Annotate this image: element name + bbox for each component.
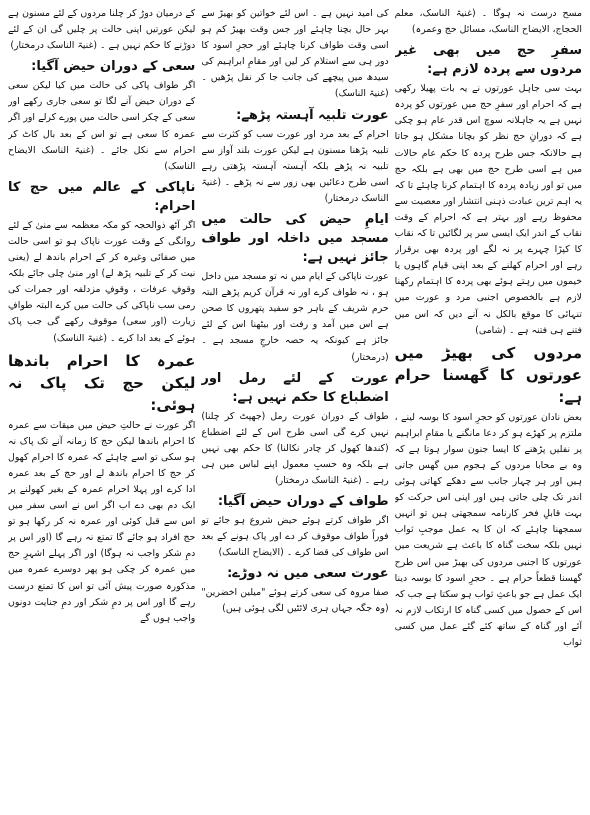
section-heading: عمرہ کا احرام باندھا لیکن حج تک پاک نہ ہوئی: bbox=[8, 351, 196, 414]
section-heading: عورت کے لئے رمل اور اضطباع کا حکم نہیں ہے: bbox=[201, 370, 389, 405]
column-middle bbox=[201, 6, 388, 811]
section-heading: ناپاکی کے عالم میں حج کا احرام: bbox=[8, 179, 196, 214]
paragraph: احرام کے بعد مرد اور عورت سب کو کثرت سے تلبیہ پڑھنا مسنون ہے لیکن عورت بلند آواز سے تلبیہ نہ پڑھے بلکہ آہستہ آہستہ پڑھتی رہے اسی طرح دعائیں بھی زور سے نہ پڑھے ۔ (غنیۃ الناسک درمختار) bbox=[201, 128, 389, 204]
section-heading: طواف کے دوران حیض آگیا: bbox=[217, 494, 389, 510]
paragraph: اگر طواف پاکی کی حالت میں کیا لیکن سعی کے دوران حیض آنے لگا تو سعی جاری رکھے اور سعی کے چکر اسی حالت میں پورے کرلے اور اگر عمرہ کا سعی ہے تو اس کے بعد بال کاٹ کر احرام سے نکل جائے ۔ (غنیۃ الناسک الایضاح الناسک) bbox=[8, 80, 196, 172]
paragraph: بعض نادان عورتوں کو حجرِ اسود کا بوسہ لینے ، ملتزم پر کھڑے ہو کر دعا مانگنے یا مقامِ ابراہیم پر نفلیں پڑھنے کا ایسا جنون سوار ہوتا ہے کہ وہ بے محابا مردوں کے ہجوم میں گھس جاتی ہیں اور ہر چہار جانب سے دھکے کھاتی ہوئی اندر تک چلی جاتی ہیں اور اپنی اس حرکت کو بہت قابلِ فخر کارنامہ سمجھتی ہیں تو انہیں سمجھنا چاہئے کہ ان کا یہ عمل موجبِ ثواب نہیں بلکہ سخت گناہ کا باعث ہے شریعت میں عورتوں کا اجنبی مردوں کی بھیڑ میں اس طرح گھسنا قطعاً حرام ہے ۔ حجرِ اسود کا بوسہ دینا ایک عمل ہے جو باعثِ ثواب ہو سکتا ہے جب کہ اس کے حصول میں کسی گناہ کا ارتکاب لازم نہ آئے اور گناہ کے ساتھ کئے گئے عمل میں کسی ثواب bbox=[394, 411, 582, 648]
paragraph: عورت ناپاکی کے ایام میں نہ تو مسجد میں داخل ہو ، نہ طواف کرے اور نہ قرآن کریم پڑھے البتہ حرم شریف کے باہر جو سفید پتھروں کا صحن ہے اس میں آمد و رفت اور بیٹھنا اس کے لئے جائز ہے کیونکہ یہ حصہ خارجِ مسجد ہے ۔ (درمختار) bbox=[201, 271, 389, 363]
paragraph: کی امید نہیں ہے ۔ اس لئے خواتین کو بھیڑ سے بہر حال بچنا چاہئے اور جس وقت بھیڑ کم ہو اسی وقت طواف کرنا چاہئے اور حجرِ اسود کا دور ہی سے استلام کر لیں اور مقامِ ابراہیم کی سیدھ میں پیچھے کی جانب جا کر نفل پڑھیں ۔ (غنیۃ الناسک) bbox=[201, 8, 389, 100]
paragraph: بہت سی جاہل عورتوں نے یہ بات پھیلا رکھی ہے کہ احرام اور سفرِ حج میں عورتوں کو پردہ نہیں ہے یہ جاہلانہ سوچ اس قدر عام ہو چکی ہے کہ دورانِ حج نظر کو بچانا مشکل ہو جاتا ہے حالانکہ جس طرح پردہ کا حکم عام حالات میں ہے اسی طرح حج میں بھی ہے بلکہ حج میں تو اور زیادہ پردہ کا اہتمام کرنا چاہئے تا کہ یہ اہم ترین عبادت ذہنی انتشار اور معصیت سے محفوظ رہے اور بہتر ہے کہ احرام کے وقت نقاب کے اندر ایک ایسی سر پر لگائیں تا کہ نقاب کا کپڑا چہرے پر نہ لگے اور پردہ بھی برقرار رہے اور احرام کھلنے کے بعد اپنی قیام گاہوں یا خیموں میں رہتے ہوئے بھی پردہ کا اہتمام رکھنا لازم ہے بالخصوص اجنبی مرد و عورت میں تنہائی کا موقع بالکل نہ آنے دیں کہ اس میں فتنے ہی فتنہ ہے ۔ (شامی) bbox=[394, 83, 582, 336]
column-right bbox=[395, 6, 582, 811]
paragraph: اگر طواف کرتے ہوئے حیض شروع ہو جائے تو فوراً طواف موقوف کر دے اور پاک ہونے کے بعد اس طواف کی قضا کرے ۔ (الایضاح الناسک) bbox=[201, 515, 389, 559]
paragraph: اگر آٹھ ذوالحجہ کو مکہ معظمہ سے منیٰ کے لئے روانگی کے وقت عورت ناپاک ہو تو اسی حالت میں صفائی وغیرہ کر کے احرام باندھ لے (یعنی نیت کر کے تلبیہ پڑھ لے) اور منیٰ چلی جائے بلکہ وقوفِ عرفات ، وقوفِ مزدلفہ اور جمرات کی رمی سب ناپاکی کی حالت میں کرے البتہ طوافِ زیارت (اور سعی) موقوف رکھے گی جب پاک ہوئے کے بعد ادا کرے ۔ (غنیۃ الناسک) bbox=[8, 219, 196, 344]
section-heading: عورت تلبیہ آہستہ پڑھے: bbox=[236, 107, 389, 123]
paragraph: طواف کے دوران عورت رمل (جھپٹ کر چلنا) نہیں کرے گی اسی طرح اس کے لئے اضطباع (کندھا کھول کر چادر نکالنا) کا حکم بھی نہیں ہے بلکہ وہ حسبِ معمول اپنے لباس میں ہی رہے ۔ (غنیۃ الناسک درمختار) bbox=[201, 410, 389, 486]
paragraph: صفا مروہ کی سعی کرتے ہوئے "میلین اخضرین" (وہ جگہ جہاں ہری لائٹیں لگی ہوئی ہیں) bbox=[201, 587, 389, 615]
paragraph: کے درمیان دوڑ کر چلنا مردوں کے لئے مسنون ہے لیکن عورتیں اپنی حالت پر چلیں گی ان کے لئے دوڑنے کا حکم نہیں ہے ۔ (غنیۃ الناسک درمختار) bbox=[8, 8, 196, 52]
section-heading: مردوں کی بھیڑ میں عورتوں کا گھسنا حرام ہے: bbox=[394, 343, 582, 406]
section-heading: ایامِ حیض کی حالت میں مسجد میں داخلہ اور طواف جائز نہیں ہے: bbox=[201, 212, 389, 266]
paragraph: اگر عورت نے حالتِ حیض میں میقات سے عمرہ کا احرام باندھا لیکن حج کا زمانہ آنے تک پاک نہ ہو سکی تو اسے چاہئے کہ عمرہ کا احرام کھول کر حج کا احرام باندھ لے اور حج کے بعد عمرہ ادا کرے اور پہلا احرام عمرہ کے بغیر کھولنے پر ایک دم بھی دے اب اگر اس نے اسی سفر میں اس سے قبل کوئی اور عمرہ نہ کر رکھا ہو تو حج افراد ہو جائے گا تمتع نہ رہے گا (اور اس پر دمِ شکر واجب نہ ہوگا) اور اگر پہلے اشہرِ حج میں عمرہ کر چکی ہو پھر دوسرے عمرہ میں مذکورہ صورت پیش آئی تو اس کا تمتع درست رہے گا اور اس پر دمِ شکر اور دمِ جنایت دونوں واجب ہوں گے bbox=[8, 419, 196, 624]
paragraph: مسح درست نہ ہوگا ۔ (غنیۃ الناسک، معلم الحجاج، الایضاح الناسک، مسائل حج وعمرہ) bbox=[394, 8, 582, 36]
section-heading: سعی کے دوران حیض آگیا: bbox=[31, 59, 196, 75]
section-heading: عورت سعی میں نہ دوڑے: bbox=[227, 566, 389, 582]
column-left bbox=[8, 6, 195, 811]
section-heading: سفرِ حج میں بھی غیر مردوں سے پردہ لازم ہے: bbox=[394, 43, 582, 78]
